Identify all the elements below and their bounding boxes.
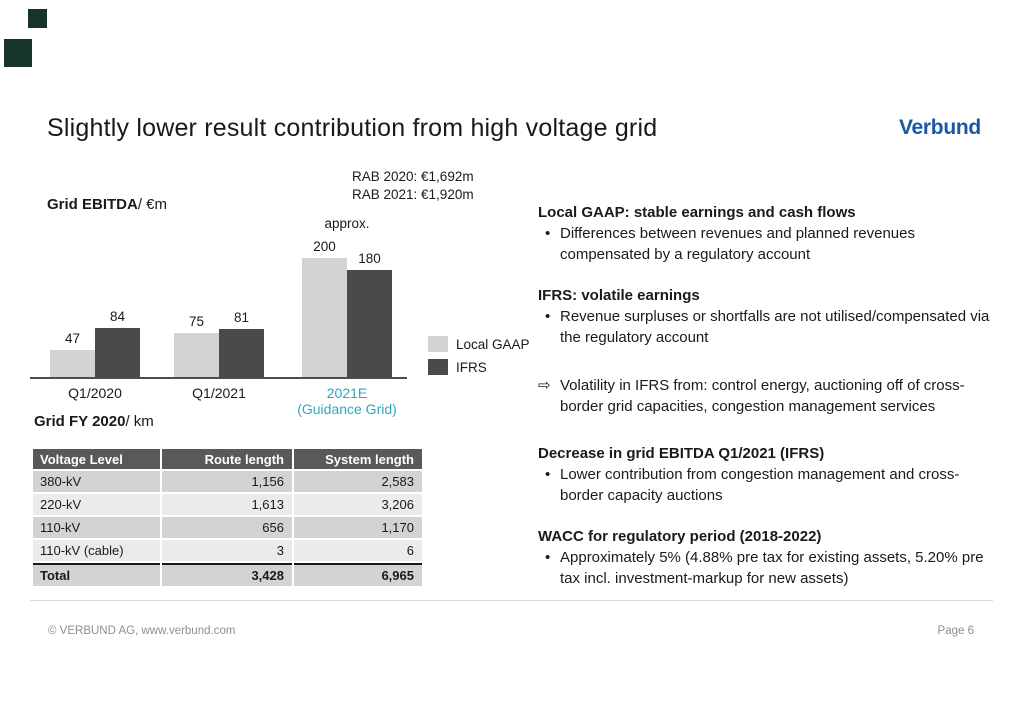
grid-table-body xyxy=(33,471,422,586)
rab-2020-line: RAB 2020: €1,692m xyxy=(352,169,474,184)
note-heading: IFRS: volatile earnings xyxy=(538,287,700,304)
column-header: Route length xyxy=(162,449,292,469)
table-title xyxy=(34,413,154,430)
rab-2021-line: RAB 2021: €1,920m xyxy=(352,187,474,202)
length-value-cell: 1,613 xyxy=(162,494,292,515)
bullet-icon: • xyxy=(545,225,551,242)
bar-ifrs-2021e xyxy=(347,270,392,378)
voltage-level-cell: 380-kV xyxy=(33,471,160,492)
note-bullet-text: Differences between revenues and planned revenues compensated by a regulatory account xyxy=(560,225,915,263)
length-value-cell: 1,156 xyxy=(162,471,292,492)
note-section xyxy=(538,526,994,589)
table-title-unit: / km xyxy=(125,413,154,430)
bar-value-local-gaap-2021e: 200 xyxy=(313,239,336,254)
column-header: System length xyxy=(294,449,422,469)
footer-page-number: Page 6 xyxy=(937,625,974,637)
legend-label-local-gaap: Local GAAP xyxy=(456,336,530,352)
bullet-icon: • xyxy=(545,308,551,325)
x-axis-label-2021e: 2021E (Guidance Grid) xyxy=(277,385,417,417)
note-bullet-text: Lower contribution from congestion management and cross-border capacity auctions xyxy=(560,466,960,504)
note-bullet-text: Approximately 5% (4.88% pre tax for existing assets, 5.20% pre tax incl. investment-markup for new assets) xyxy=(560,549,984,587)
note-heading: WACC for regulatory period (2018-2022) xyxy=(538,528,822,545)
bar-value-ifrs-2021e: 180 xyxy=(358,251,381,266)
length-value-cell: 6 xyxy=(294,540,422,561)
bar-ifrs-q1-2020 xyxy=(95,328,140,378)
x-axis-line xyxy=(30,377,407,379)
table-row xyxy=(33,494,422,515)
note-arrow-text: Volatility in IFRS from: control energy, auctioning off of cross-border grid capacities, congestion management services xyxy=(560,377,965,415)
total-value-cell: 6,965 xyxy=(294,563,422,586)
verbund-logo: Verbund xyxy=(899,116,981,139)
legend-label-ifrs: IFRS xyxy=(456,359,487,375)
note-arrow-point xyxy=(538,375,994,417)
table-row xyxy=(33,471,422,492)
voltage-level-cell: 220-kV xyxy=(33,494,160,515)
page-title: Slightly lower result contribution from high voltage grid xyxy=(47,114,658,142)
note-bullet xyxy=(538,223,994,265)
footer-divider xyxy=(30,600,993,601)
bar-value-ifrs-q1-2020: 84 xyxy=(109,309,126,324)
note-section xyxy=(538,202,994,265)
note-heading: Local GAAP: stable earnings and cash flows xyxy=(538,204,856,221)
x-axis-label-q1-2020: Q1/2020 xyxy=(68,385,122,401)
length-value-cell: 3 xyxy=(162,540,292,561)
bar-ifrs-q1-2021 xyxy=(219,329,264,378)
bar-local-gaap-2021e xyxy=(302,258,347,378)
legend-item-ifrs xyxy=(428,359,530,375)
note-bullet xyxy=(538,306,994,348)
note-section xyxy=(538,443,994,506)
voltage-level-cell: 110-kV xyxy=(33,517,160,538)
bar-value-local-gaap-q1-2021: 75 xyxy=(188,314,205,329)
length-value-cell: 1,170 xyxy=(294,517,422,538)
footer-copyright: © VERBUND AG, www.verbund.com xyxy=(48,625,236,637)
note-heading: Decrease in grid EBITDA Q1/2021 (IFRS) xyxy=(538,445,825,462)
table-total-row xyxy=(33,563,422,586)
arrow-right-icon: ⇨ xyxy=(538,377,551,394)
length-value-cell: 656 xyxy=(162,517,292,538)
table-header-row xyxy=(33,449,422,469)
grid-table xyxy=(31,447,424,588)
x-axis-sublabel-guidance-grid: (Guidance Grid) xyxy=(297,401,397,417)
bullet-icon: • xyxy=(545,549,551,566)
grid-table-header xyxy=(33,449,422,469)
table-title-bold: Grid FY 2020 xyxy=(34,413,126,430)
bar-value-local-gaap-q1-2020: 47 xyxy=(64,331,81,346)
bar-local-gaap-q1-2021 xyxy=(174,333,219,378)
voltage-level-cell: 110-kV (cable) xyxy=(33,540,160,561)
notes-column xyxy=(538,0,994,724)
total-label-cell: Total xyxy=(33,563,160,586)
length-value-cell: 3,206 xyxy=(294,494,422,515)
legend-item-local-gaap xyxy=(428,336,530,352)
chart-legend xyxy=(428,336,530,382)
legend-swatch-ifrs xyxy=(428,359,448,375)
note-bullet xyxy=(538,547,994,589)
table-row xyxy=(33,517,422,538)
column-header: Voltage Level xyxy=(33,449,160,469)
x-axis-label-q1-2021: Q1/2021 xyxy=(192,385,246,401)
bar-local-gaap-q1-2020 xyxy=(50,350,95,378)
total-value-cell: 3,428 xyxy=(162,563,292,586)
note-section xyxy=(538,285,994,348)
bullet-icon: • xyxy=(545,466,551,483)
chart-title-bold: Grid EBITDA xyxy=(47,196,138,213)
note-bullet xyxy=(538,464,994,506)
chart-title-unit: / €m xyxy=(137,196,168,213)
approx-label: approx. xyxy=(324,216,370,231)
length-value-cell: 2,583 xyxy=(294,471,422,492)
legend-swatch-local-gaap xyxy=(428,336,448,352)
note-bullet-text: Revenue surpluses or shortfalls are not utilised/compensated via the regulatory account xyxy=(560,308,990,346)
table-row xyxy=(33,540,422,561)
bar-value-ifrs-q1-2021: 81 xyxy=(233,310,250,325)
